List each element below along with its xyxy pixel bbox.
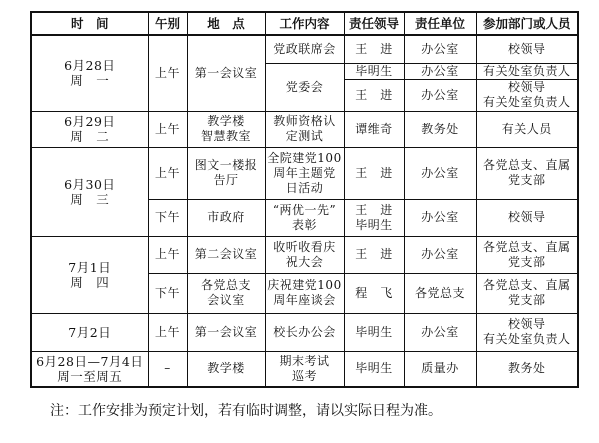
- content-cell: [265, 111, 344, 147]
- ampm-cell: 下午: [148, 199, 187, 236]
- leader-cell: 程 飞: [344, 273, 404, 313]
- content-cell: [265, 236, 344, 273]
- weekday-text: 周 一: [70, 73, 110, 89]
- place-line: 图文一楼报: [194, 158, 258, 172]
- place-line: 告厅: [213, 173, 239, 187]
- content-line: 祝大会: [285, 254, 324, 269]
- leader-cell: 王 进: [344, 35, 404, 63]
- header-attendees: 参加部门或人员: [476, 12, 578, 35]
- attendees-cell: 校领导: [476, 35, 578, 63]
- header-time: 时 间: [31, 12, 148, 35]
- ampm-cell: 上午: [148, 147, 187, 199]
- content-cell: 党委会: [265, 63, 344, 111]
- place-cell: 第一会议室: [187, 35, 265, 111]
- ampm-cell: 上午: [148, 236, 187, 273]
- attendees-cell: [476, 79, 578, 111]
- table-row: [31, 111, 578, 147]
- unit-cell: 教务处: [404, 111, 476, 147]
- content-line: 教师资格认: [273, 114, 336, 128]
- table-row: [31, 147, 578, 199]
- content-cell: 党政联席会: [265, 35, 344, 63]
- attendees-cell: 有关人员: [476, 111, 578, 147]
- place-cell: [187, 111, 265, 147]
- time-cell: [31, 111, 148, 147]
- attendee-line: 校领导: [507, 317, 546, 331]
- content-cell: [265, 199, 344, 236]
- content-line: “两优一先”: [272, 202, 337, 217]
- attendee-line: 校领导: [507, 80, 546, 94]
- header-place: 地 点: [187, 12, 265, 35]
- header-unit: 责任单位: [404, 12, 476, 35]
- content-line: 收听收看庆: [273, 239, 336, 254]
- content-line: 全院建党100: [267, 150, 342, 165]
- table-row: [31, 351, 578, 387]
- attendee-line: 有关处室负责人: [482, 332, 571, 346]
- content-line: 日活动: [285, 180, 324, 195]
- table-row: [31, 236, 578, 273]
- unit-cell: 办公室: [404, 199, 476, 236]
- attendees-cell: [476, 313, 578, 351]
- place-cell: 第二会议室: [187, 236, 265, 273]
- unit-cell: 办公室: [404, 313, 476, 351]
- time-cell: [31, 236, 148, 313]
- content-line: 庆祝建党100: [267, 278, 342, 292]
- attendee-line: 有关处室负责人: [482, 95, 571, 109]
- content-line: 期末考试: [279, 353, 330, 368]
- header-ampm: 午别: [148, 12, 187, 35]
- leader-cell: 王 进: [344, 147, 404, 199]
- place-cell: [187, 273, 265, 313]
- leader-cell: 王 进: [344, 236, 404, 273]
- weekday-text: 周 二: [70, 129, 110, 144]
- attendees-cell: 校领导: [476, 199, 578, 236]
- attendee-line: 各党总支、直属: [482, 278, 571, 292]
- footnote: 注：工作安排为预定计划，若有临时调整，请以实际日程为准。: [50, 403, 442, 419]
- ampm-cell: 上午: [148, 35, 187, 111]
- attendee-line: 各党总支、直属: [482, 158, 571, 172]
- unit-cell: 各党总支: [404, 273, 476, 313]
- date-text: 7月1日: [68, 259, 112, 275]
- place-line: 教学楼: [207, 114, 245, 128]
- weekday-text: 周 三: [70, 191, 110, 207]
- attendee-line: 各党总支、直属: [482, 239, 571, 254]
- content-line: 巡考: [291, 368, 317, 383]
- time-cell: [31, 35, 148, 111]
- ampm-cell: 上午: [148, 111, 187, 147]
- unit-cell: 办公室: [404, 63, 476, 79]
- leader-cell: 毕明生: [344, 313, 404, 351]
- content-line: 表彰: [291, 217, 317, 232]
- ampm-cell: 下午: [148, 273, 187, 313]
- place-line: 各党总支: [200, 278, 251, 292]
- table-row: [31, 35, 578, 63]
- time-cell: [31, 147, 148, 236]
- header-row: [31, 12, 578, 35]
- place-line: 智慧教室: [200, 129, 251, 143]
- place-line: 会议室: [207, 293, 245, 307]
- unit-cell: 办公室: [404, 236, 476, 273]
- place-cell: [187, 147, 265, 199]
- content-cell: [265, 147, 344, 199]
- leader-line: 王 进: [355, 202, 393, 217]
- content-cell: 校长办公会: [265, 313, 344, 351]
- leader-line: 毕明生: [355, 217, 393, 232]
- ampm-cell: 上午: [148, 313, 187, 351]
- weekday-text: 周一至周五: [57, 368, 123, 384]
- weekday-text: 周 四: [70, 274, 110, 290]
- schedule-table: [30, 11, 579, 388]
- date-text: 6月30日: [64, 176, 116, 192]
- content-line: 周年座谈会: [273, 293, 336, 307]
- content-line: 周年主题党: [273, 165, 336, 180]
- unit-cell: 办公室: [404, 35, 476, 63]
- time-cell: 7月2日: [31, 313, 148, 351]
- table-row: [31, 313, 578, 351]
- leader-cell: [344, 199, 404, 236]
- attendees-cell: 有关处室负责人: [476, 63, 578, 79]
- leader-cell: 谭维奇: [344, 111, 404, 147]
- attendee-line: 党支部: [507, 293, 546, 307]
- place-cell: 教学楼: [187, 351, 265, 387]
- leader-cell: 毕明生: [344, 63, 404, 79]
- attendees-cell: 教务处: [476, 351, 578, 387]
- unit-cell: 质量办: [404, 351, 476, 387]
- content-line: 定测试: [285, 129, 324, 143]
- content-cell: [265, 351, 344, 387]
- place-cell: 第一会议室: [187, 313, 265, 351]
- unit-cell: 办公室: [404, 79, 476, 111]
- attendees-cell: [476, 147, 578, 199]
- attendee-line: 党支部: [507, 173, 546, 187]
- leader-cell: 王 进: [344, 79, 404, 111]
- time-cell: [31, 351, 148, 387]
- attendee-line: 党支部: [507, 254, 546, 269]
- place-cell: 市政府: [187, 199, 265, 236]
- header-content: 工作内容: [265, 12, 344, 35]
- ampm-cell: –: [148, 351, 187, 387]
- date-text: 6月29日: [64, 114, 116, 129]
- date-text: 6月28日—7月4日: [36, 353, 144, 369]
- attendees-cell: [476, 236, 578, 273]
- content-cell: [265, 273, 344, 313]
- leader-cell: 毕明生: [344, 351, 404, 387]
- header-leader: 责任领导: [344, 12, 404, 35]
- date-text: 6月28日: [64, 58, 116, 74]
- unit-cell: 办公室: [404, 147, 476, 199]
- attendees-cell: [476, 273, 578, 313]
